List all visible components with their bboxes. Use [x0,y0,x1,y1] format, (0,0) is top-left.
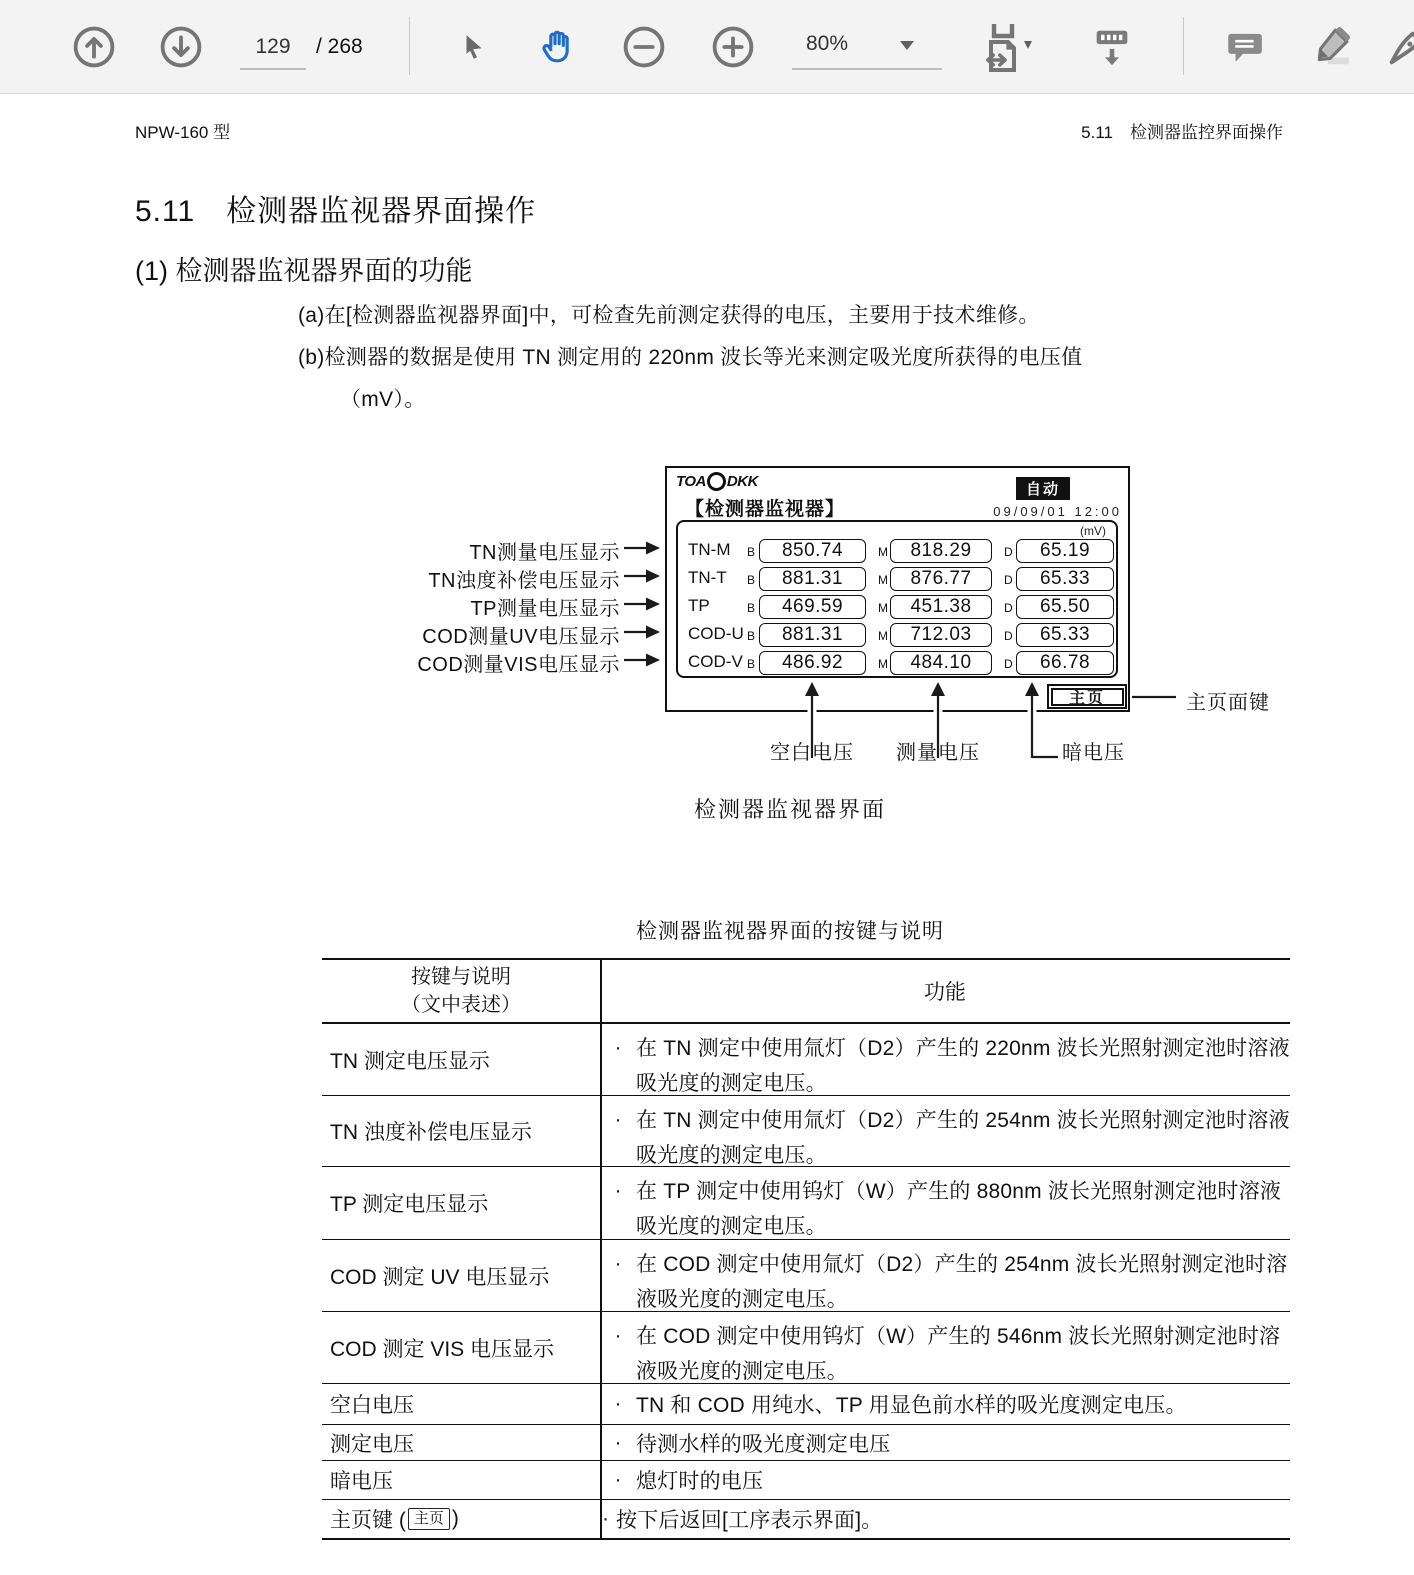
paragraph-a: (a)在[检测器监视器界面]中，可检查先前测定获得的电压，主要用于技术维修。 [298,304,1040,327]
blank-voltage-value: 469.59 [759,595,866,619]
table-row-dark-voltage [322,1461,1290,1500]
screen-timestamp: 09/09/01 12:00 [993,504,1122,519]
table-header-function: 功能 [924,981,966,1004]
blank-voltage-label: 空白电压 [770,742,854,764]
bullet-icon: · [614,1252,622,1275]
col-b-label: B [747,629,756,643]
row-label: TN-T [688,568,727,587]
doc-header-right: 5.11 检测器监控界面操作 [1081,123,1283,142]
row-label: TN-M [688,540,731,559]
key-cell: COD 测定 VIS 电压显示 [330,1337,555,1361]
toolbar-collapse-icon [1089,24,1135,70]
circle-arrow-down-icon [158,24,204,70]
bullet-icon: · [614,1392,622,1415]
hide-toolbar-button[interactable] [1086,0,1138,93]
home-key-boxed-label: 主页 [408,1508,450,1530]
sign-tool-button[interactable] [1383,0,1414,93]
table-row-blank-voltage [322,1384,1290,1425]
table-row-tn-turb [322,1096,1290,1167]
meas-voltage-value: 451.38 [890,595,992,619]
col-m-label: M [878,573,888,587]
zoom-level-value: 80% [806,32,849,55]
brand-logo-left: TOA [676,473,706,490]
highlighter-icon [1307,24,1353,70]
circle-arrow-up-icon [71,24,117,70]
dark-voltage-value: 65.19 [1016,539,1114,563]
brand-logo-right: DKK [726,473,758,490]
function-cell: 按下后返回[工序表示界面]。 [616,1509,883,1532]
col-d-label: D [1004,573,1013,587]
home-button-label: 主页 [1051,688,1124,706]
home-key-label: 主页面键 [1186,692,1270,714]
meas-voltage-value: 484.10 [890,651,992,675]
header-keys-line1: 按键与说明 [411,966,511,988]
key-cell [322,1500,600,1538]
key-cell: 暗电压 [330,1470,393,1493]
table-header-keys [322,960,600,1022]
table-column-divider [600,960,602,1538]
col-m-label: M [878,545,888,559]
row-label: COD-U [688,624,744,643]
bullet-icon: · [602,1507,609,1530]
figure-caption: 检测器监视器界面 [693,797,887,822]
table-header-row [322,960,1290,1024]
col-d-label: D [1004,629,1013,643]
function-cell: 待测水样的吸光度测定电压 [636,1432,891,1456]
table-row-home-key [322,1500,1290,1540]
annotation-tp-meas: TP测量电压显示 [470,598,620,620]
function-cell: 在 TP 测定中使用钨灯（W）产生的 880nm 波长光照射测定池时溶液吸光度的测定电压。 [636,1180,1282,1238]
dark-voltage-value: 65.33 [1016,623,1114,647]
bullet-icon: · [614,1108,622,1131]
keys-table [322,958,1290,1538]
annotation-cod-uv: COD测量UV电压显示 [422,626,620,648]
function-cell: 熄灯时的电压 [636,1470,764,1493]
key-cell: 空白电压 [330,1394,414,1417]
page-fit-dropdown[interactable] [968,0,1048,93]
bullet-icon: · [614,1468,622,1491]
col-b-label: B [747,573,756,587]
page-width-icon [980,21,1036,73]
section-title: 5.11 检测器监视器界面操作 [135,195,537,228]
row-label: COD-V [688,652,743,671]
blank-voltage-value: 850.74 [759,539,866,563]
col-b-label: B [747,545,756,559]
mode-badge: 自动 [1016,477,1070,500]
bullet-icon: · [614,1036,622,1059]
table-title: 检测器监视器界面的按键与说明 [636,920,944,943]
speech-bubble-icon [1223,26,1265,68]
dark-voltage-label: 暗电压 [1062,742,1125,764]
home-key-text: 主页键 ( [330,1509,406,1532]
function-cell: TN 和 COD 用纯水、TP 用显色前水样的吸光度测定电压。 [636,1394,1187,1417]
toolbar-separator [409,17,410,75]
function-cell: 在 COD 测定中使用钨灯（W）产生的 546nm 波长光照射测定池时溶液吸光度的测定电压。 [636,1325,1281,1383]
meas-voltage-value: 712.03 [890,623,992,647]
annotation-tn-meas: TN测量电压显示 [469,542,620,564]
caret-down-icon [900,41,914,50]
highlight-tool-button[interactable] [1305,0,1355,93]
select-tool-button[interactable] [452,0,496,93]
page-total-label: / 268 [316,35,363,58]
annotation-arrows [380,455,1300,775]
table-row-tn-meas [322,1024,1290,1096]
zoom-out-button[interactable] [621,0,667,93]
paragraph-b-line2: （mV）。 [340,388,426,411]
col-m-label: M [878,601,888,615]
hand-icon [537,27,577,67]
paragraph-b-line1: (b)检测器的数据是使用 TN 测定用的 220nm 波长等光来测定吸光度所获得的电压值 [298,346,1083,369]
doc-header-left: NPW-160 型 [135,123,231,142]
col-b-label: B [747,601,756,615]
next-page-button[interactable] [158,0,204,93]
meas-voltage-label: 测量电压 [896,742,980,764]
col-b-label: B [747,657,756,671]
page-number-input[interactable] [240,26,306,70]
comment-tool-button[interactable] [1220,0,1268,93]
key-cell: TP 测定电压显示 [330,1193,489,1216]
subsection-title: (1) 检测器监视器界面的功能 [135,256,473,286]
col-d-label: D [1004,545,1013,559]
table-row-cod-vis [322,1312,1290,1384]
previous-page-button[interactable] [71,0,117,93]
function-cell: 在 TN 测定中使用氚灯（D2）产生的 220nm 波长光照射测定池时溶液吸光度的测定电压。 [636,1037,1290,1095]
pdf-toolbar [0,0,1414,94]
blank-voltage-value: 881.31 [759,623,866,647]
bullet-icon: · [614,1179,622,1202]
meas-voltage-value: 876.77 [890,567,992,591]
page-indicator [240,0,363,93]
home-key-text: ) [451,1507,459,1530]
key-cell: TN 浊度补偿电压显示 [330,1121,532,1144]
bullet-icon: · [614,1430,622,1454]
row-label: TP [688,596,710,615]
blank-voltage-value: 881.31 [759,567,866,591]
table-row-cod-uv [322,1240,1290,1312]
zoom-level-dropdown[interactable] [792,0,942,93]
cursor-arrow-icon [459,32,489,62]
header-keys-line2: （文中表述） [401,994,521,1016]
table-row-meas-voltage [322,1425,1290,1461]
dark-voltage-value: 65.33 [1016,567,1114,591]
screen-title: 【检测器监视器】 [685,499,846,520]
circle-plus-icon [710,24,756,70]
dark-voltage-value: 65.50 [1016,595,1114,619]
function-cell: 在 TN 测定中使用氚灯（D2）产生的 254nm 波长光照射测定池时溶液吸光度的测定电压。 [636,1109,1290,1167]
annotation-tn-turb: TN浊度补偿电压显示 [428,570,620,592]
toolbar-separator [1183,17,1184,75]
bullet-icon: · [614,1324,622,1347]
function-cell: 在 COD 测定中使用氚灯（D2）产生的 254nm 波长光照射测定池时溶液吸光度的测定电压。 [636,1253,1288,1311]
col-d-label: D [1004,657,1013,671]
meas-voltage-value: 818.29 [890,539,992,563]
col-m-label: M [878,629,888,643]
zoom-in-button[interactable] [710,0,756,93]
col-d-label: D [1004,601,1013,615]
unit-label: (mV) [1080,524,1106,538]
col-m-label: M [878,657,888,671]
key-cell: COD 测定 UV 电压显示 [330,1265,550,1289]
key-cell: 测定电压 [330,1432,414,1456]
blank-voltage-value: 486.92 [759,651,866,675]
hand-tool-button[interactable] [534,0,580,93]
annotation-cod-vis: COD测量VIS电压显示 [417,654,620,676]
fountain-pen-icon [1384,24,1414,70]
table-row-tp-meas [322,1167,1290,1240]
key-cell: TN 测定电压显示 [330,1049,490,1073]
zoom-underline [792,68,942,70]
circle-minus-icon [621,24,667,70]
dark-voltage-value: 66.78 [1016,651,1114,675]
